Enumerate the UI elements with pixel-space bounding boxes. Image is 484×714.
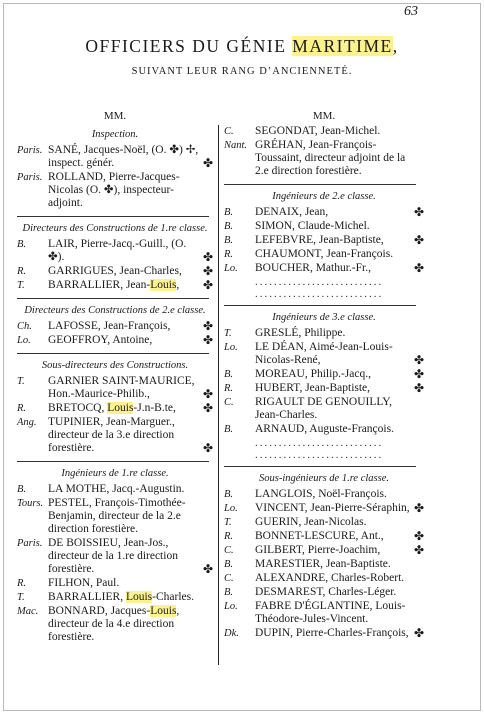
officer-text [48,402,213,415]
section-heading: Sous-directeurs des Constructions. [41,360,189,371]
officer-text: MARESTIER, Jean-Baptiste. [255,558,391,570]
officer-text: LEFEBVRE, Jean-Baptiste, ✤ [255,233,424,247]
location-prefix: R. [17,266,27,277]
order-cross-icon: ✤ [202,264,213,278]
officer-entry [17,537,213,576]
section-separator [17,461,209,462]
location-prefix: T. [224,517,232,528]
location-prefix: R. [224,383,234,394]
order-cross-icon: ✤ [413,205,424,219]
section-heading: Ingénieurs de 3.e classe. [272,312,376,323]
left-sections [17,128,213,644]
placeholder-dots: ........................... [255,288,384,300]
location-prefix: R. [224,249,234,260]
officer-entry [224,600,424,626]
officer-entry [17,416,213,455]
officer-entry [224,206,424,219]
location-prefix: Lo. [224,342,238,353]
section-heading: Inspection. [91,129,139,140]
officer-text-before: BARRALLIER, [48,591,126,603]
location-prefix: Paris. [17,538,43,549]
placeholder-dots: ........................... [255,449,384,461]
officer-entry [17,375,213,401]
officer-text-after: , directeur de la 4.e direction forestière. [48,605,180,643]
officer-text [48,279,213,292]
officer-text: MOREAU, Philip.-Jacq., ✤ [255,367,424,381]
officer-text: PESTEL, François-Timothée-Benjamin, directeur de la 2.e direction forestière. [48,497,186,535]
section-separator [224,305,416,306]
section-heading: Directeurs des Constructions de 1.re classe. [22,223,208,234]
officer-entry [17,577,213,590]
officer-text: DESMAREST, Charles-Léger. [255,586,397,598]
section-separator [17,298,209,299]
location-prefix: Ch. [17,321,32,332]
highlighted-word: Louis [150,605,177,617]
location-prefix: Tours. [17,498,44,509]
officer-entry [224,423,424,436]
location-prefix: Paris. [17,172,43,183]
officer-entry [17,320,213,333]
page-number: 63 [404,4,418,19]
location-prefix: B. [224,207,234,218]
page-title [0,36,484,57]
officer-entry [224,125,424,138]
officer-text-after: -Charles. [152,591,194,603]
officer-text: VINCENT, Jean-Pierre-Séraphin, ✤ [255,501,424,515]
right-mm-label: MM. [312,110,336,122]
section-heading: Sous-ingénieurs de 1.re classe. [259,473,389,484]
order-cross-icon: ✤ [202,401,213,415]
column-divider [218,125,219,665]
officer-entry [224,220,424,233]
location-prefix: Ang. [17,417,37,428]
right-top-entries [224,125,424,178]
order-cross-icon: ✤ [202,156,213,170]
officer-entry [224,627,424,640]
order-cross-icon: ✤ [202,387,213,401]
location-prefix: B. [224,221,234,232]
officer-entry [17,402,213,415]
order-cross-icon: ✤ [413,261,424,275]
officer-entry [224,262,424,275]
officer-text: LAFOSSE, Jean-François, ✤ [48,319,213,333]
officer-entry [224,382,424,395]
location-prefix: T. [17,592,25,603]
title-comma: , [392,36,399,56]
officer-text: GUERIN, Jean-Nicolas. [255,516,367,528]
officer-text: LAIR, Pierre-Jacq.-Guill., (O. ✤). ✤ [48,238,213,264]
officer-entry [17,279,213,292]
order-cross-icon: ✤ [413,529,424,543]
officer-text [48,605,213,644]
officer-entry [224,530,424,543]
officer-text: LA MOTHE, Jacq.-Augustin. [48,483,185,495]
officer-text-before: BRETOCQ, [48,402,108,414]
right-column [224,110,424,641]
officer-text: SANÉ, Jacques-Noël, (O. ✤) ✢, inspect. génér. ✤ [48,144,213,170]
title-highlight: MARITIME [292,36,393,56]
location-prefix: C. [224,397,234,408]
location-prefix: R. [17,578,27,589]
location-prefix: B. [17,239,27,250]
officer-text-before: BONNARD, Jacques- [48,605,151,617]
officer-entry [224,341,424,367]
officer-text: LANGLOIS, Noël-François. [255,488,387,500]
officer-text: TUPINIER, Jean-Marguer., directeur de la 3.e direction forestière. ✤ [48,416,213,455]
officer-text: DUPIN, Pierre-Charles-François, ✤ [255,626,424,640]
order-cross-icon: ✤ [413,367,424,381]
left-mm-label: MM. [103,110,127,122]
officer-entry [224,488,424,501]
officer-text: GRÉHAN, Jean-François-Toussaint, directeur adjoint de la 2.e direction forestière. [255,139,406,177]
location-prefix: C. [224,573,234,584]
officer-text: GARNIER SAINT-MAURICE, Hon.-Maurice-Philib., ✤ [48,375,213,401]
officer-text: GEOFFROY, Antoine, ✤ [48,333,213,347]
officer-entry [224,586,424,599]
officer-entry [224,502,424,515]
officer-text: DE BOISSIEU, Jean-Jos., directeur de la 1.re direction forestière. ✤ [48,537,213,576]
location-prefix: C. [224,126,234,137]
officer-entry [224,544,424,557]
officer-entry [224,572,424,585]
officer-text-before: BARRALLIER, Jean- [48,279,151,291]
officer-text: GARRIGUES, Jean-Charles, ✤ [48,264,213,278]
highlighted-word: Louis [125,591,153,603]
section-separator [17,353,209,354]
location-prefix: Paris. [17,145,43,156]
section-separator [224,184,416,185]
title-text: OFFICIERS DU GÉNIE [85,36,293,56]
order-cross-icon: ✤ [202,278,213,292]
highlighted-word: Louis [150,279,177,291]
officer-text: ROLLAND, Pierre-Jacques-Nicolas (O. ✤), inspecteur-adjoint. [48,171,180,209]
officer-entry [17,171,213,210]
officer-entry [224,139,424,178]
officer-entry [224,327,424,340]
location-prefix: B. [224,424,234,435]
officer-text: ARNAUD, Auguste-François. [255,423,394,435]
location-prefix: Lo. [224,601,238,612]
location-prefix: Dk. [224,628,239,639]
location-prefix: Lo. [17,335,31,346]
officer-entry [224,368,424,381]
officer-text: FILHON, Paul. [48,577,120,589]
location-prefix: T. [17,280,25,291]
location-prefix: Nant. [224,140,248,151]
location-prefix: B. [224,559,234,570]
location-prefix: B. [224,587,234,598]
order-cross-icon: ✤ [413,501,424,515]
officer-entry [224,248,424,261]
officer-text-after: -J.n-B.te, [133,402,176,414]
order-cross-icon: ✤ [202,441,213,455]
page-subtitle: SUIVANT LEUR RANG D’ANCIENNETÉ. [131,66,353,77]
officer-entry [224,234,424,247]
officer-text: HUBERT, Jean-Baptiste, ✤ [255,381,424,395]
officer-text: LE DÉAN, Aimé-Jean-Louis-Nicolas-René, ✤ [255,341,424,367]
officer-text: ALEXANDRE, Charles-Robert. [255,572,405,584]
officer-text: BONNET-LESCURE, Ant., ✤ [255,529,424,543]
order-cross-icon: ✤ [202,250,213,264]
officer-entry [17,497,213,536]
order-cross-icon: ✤ [202,333,213,347]
order-cross-icon: ✤ [413,353,424,367]
order-cross-icon: ✤ [413,626,424,640]
officer-text: RIGAULT DE GENOUILLY, Jean-Charles. [255,396,392,421]
officer-text: DENAIX, Jean, ✤ [255,205,424,219]
officer-text: GILBERT, Pierre-Joachim, ✤ [255,543,424,557]
officer-text: CHAUMONT, Jean-François. [255,248,394,260]
order-cross-icon: ✤ [413,233,424,247]
officer-entry [17,605,213,644]
officer-entry [17,334,213,347]
section-separator [17,216,209,217]
location-prefix: Lo. [224,503,238,514]
location-prefix: R. [17,403,27,414]
officer-entry [17,238,213,264]
officer-text: BOUCHER, Mathur.-Fr., ✤ [255,261,424,275]
order-cross-icon: ✤ [413,381,424,395]
officer-text-after: , [176,279,180,291]
location-prefix: B. [224,235,234,246]
officer-entry [17,144,213,170]
location-prefix: Lo. [224,263,238,274]
officer-entry [224,516,424,529]
section-heading: Ingénieurs de 1.re classe. [61,468,169,479]
officer-text: FABRE D'ÉGLANTINE, Louis-Théodore-Jules-Vincent. [255,600,406,625]
location-prefix: B. [224,489,234,500]
location-prefix: T. [224,328,232,339]
location-prefix: B. [224,369,234,380]
order-cross-icon: ✤ [202,562,213,576]
officer-entry [17,591,213,604]
order-cross-icon: ✤ [413,543,424,557]
placeholder-dots: ........................... [255,437,384,449]
officer-text: SIMON, Claude-Michel. [255,220,370,232]
section-separator [224,466,416,467]
officer-entry [17,265,213,278]
location-prefix: C. [224,545,234,556]
placeholder-dots: ........................... [255,276,384,288]
left-column [17,110,213,645]
location-prefix: Mac. [17,606,39,617]
officer-entry [224,558,424,571]
officer-text [48,591,213,604]
section-heading: Ingénieurs de 2.e classe. [272,191,376,202]
location-prefix: T. [17,376,25,387]
right-sections [224,184,424,640]
officer-entry [224,396,424,422]
officer-entry [17,483,213,496]
officer-text: GRESLÉ, Philippe. [255,327,346,339]
location-prefix: R. [224,531,234,542]
order-cross-icon: ✤ [202,319,213,333]
location-prefix: B. [17,484,27,495]
section-heading: Directeurs des Constructions de 2.e classe. [24,305,206,316]
highlighted-word: Louis [107,402,134,414]
officer-text: SEGONDAT, Jean-Michel. [255,125,381,137]
